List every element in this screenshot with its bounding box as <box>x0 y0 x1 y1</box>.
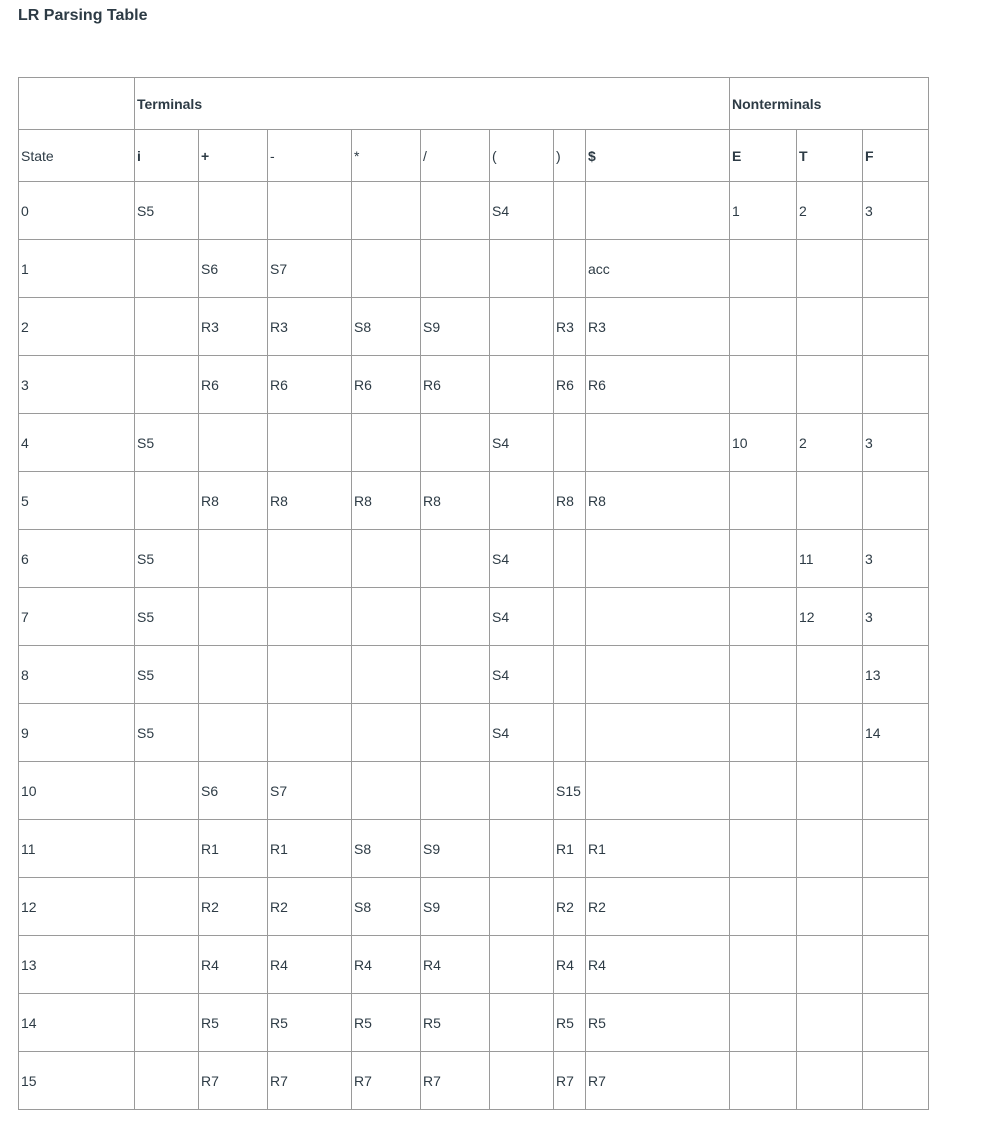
action-cell: S5 <box>135 704 199 762</box>
action-cell <box>490 472 554 530</box>
action-cell <box>268 182 352 240</box>
corner-cell <box>19 78 135 130</box>
goto-cell <box>863 878 929 936</box>
nonterminal-header: E <box>730 130 797 182</box>
table-row <box>19 182 929 240</box>
terminal-header: $ <box>586 130 730 182</box>
table-row <box>19 704 929 762</box>
state-cell: 15 <box>19 1052 135 1110</box>
goto-cell <box>863 240 929 298</box>
table-row <box>19 820 929 878</box>
terminals-group-label: Terminals <box>135 78 730 130</box>
action-cell: S8 <box>352 820 421 878</box>
table-row <box>19 298 929 356</box>
action-cell: S9 <box>421 878 490 936</box>
action-cell <box>352 530 421 588</box>
goto-cell <box>730 646 797 704</box>
action-cell: S4 <box>490 414 554 472</box>
table-row <box>19 356 929 414</box>
state-cell: 9 <box>19 704 135 762</box>
action-cell: R1 <box>268 820 352 878</box>
action-cell: S5 <box>135 588 199 646</box>
goto-cell <box>730 588 797 646</box>
action-cell: R7 <box>554 1052 586 1110</box>
goto-cell <box>797 704 863 762</box>
action-cell: R5 <box>421 994 490 1052</box>
action-cell: S6 <box>199 240 268 298</box>
state-cell: 12 <box>19 878 135 936</box>
state-cell: 11 <box>19 820 135 878</box>
action-cell: R6 <box>199 356 268 414</box>
action-cell: R8 <box>199 472 268 530</box>
action-cell <box>135 1052 199 1110</box>
action-cell: acc <box>586 240 730 298</box>
action-cell <box>421 530 490 588</box>
action-cell: R2 <box>199 878 268 936</box>
action-cell: R5 <box>554 994 586 1052</box>
goto-cell <box>730 298 797 356</box>
action-cell: R8 <box>268 472 352 530</box>
goto-cell <box>797 936 863 994</box>
state-cell: 4 <box>19 414 135 472</box>
goto-cell <box>730 240 797 298</box>
action-cell: R8 <box>352 472 421 530</box>
action-cell: R3 <box>554 298 586 356</box>
table-row <box>19 646 929 704</box>
table-row <box>19 588 929 646</box>
action-cell: S4 <box>490 704 554 762</box>
state-cell: 13 <box>19 936 135 994</box>
action-cell <box>586 646 730 704</box>
action-cell <box>421 762 490 820</box>
goto-cell <box>797 878 863 936</box>
action-cell: R6 <box>352 356 421 414</box>
action-cell: S5 <box>135 182 199 240</box>
action-cell <box>268 530 352 588</box>
action-cell <box>586 588 730 646</box>
table-row <box>19 414 929 472</box>
action-cell <box>199 704 268 762</box>
action-cell <box>421 588 490 646</box>
action-cell: R6 <box>268 356 352 414</box>
goto-cell <box>863 762 929 820</box>
action-cell <box>135 878 199 936</box>
action-cell <box>135 994 199 1052</box>
action-cell <box>554 414 586 472</box>
action-cell <box>421 182 490 240</box>
action-cell <box>421 646 490 704</box>
goto-cell <box>797 298 863 356</box>
goto-cell: 13 <box>863 646 929 704</box>
goto-cell: 14 <box>863 704 929 762</box>
nonterminal-header: F <box>863 130 929 182</box>
action-cell <box>490 1052 554 1110</box>
action-cell: S15 <box>554 762 586 820</box>
terminal-header: + <box>199 130 268 182</box>
action-cell: S5 <box>135 414 199 472</box>
action-cell <box>490 762 554 820</box>
action-cell: R6 <box>554 356 586 414</box>
action-cell: R4 <box>268 936 352 994</box>
action-cell <box>554 704 586 762</box>
goto-cell <box>730 530 797 588</box>
nonterminals-group-label: Nonterminals <box>730 78 929 130</box>
action-cell: R4 <box>199 936 268 994</box>
action-cell <box>352 646 421 704</box>
action-cell: R1 <box>586 820 730 878</box>
state-cell: 7 <box>19 588 135 646</box>
terminal-header: - <box>268 130 352 182</box>
action-cell: S4 <box>490 530 554 588</box>
action-cell: S7 <box>268 240 352 298</box>
action-cell: S4 <box>490 182 554 240</box>
action-cell: R7 <box>586 1052 730 1110</box>
goto-cell <box>730 356 797 414</box>
action-cell <box>199 182 268 240</box>
action-cell: R8 <box>586 472 730 530</box>
action-cell: S5 <box>135 646 199 704</box>
goto-cell: 3 <box>863 182 929 240</box>
goto-cell <box>797 240 863 298</box>
action-cell: R6 <box>586 356 730 414</box>
action-cell: R2 <box>554 878 586 936</box>
goto-cell <box>730 820 797 878</box>
action-cell <box>199 414 268 472</box>
terminal-header: / <box>421 130 490 182</box>
action-cell: R4 <box>421 936 490 994</box>
action-cell: S4 <box>490 646 554 704</box>
action-cell <box>199 646 268 704</box>
action-cell <box>352 762 421 820</box>
goto-cell <box>730 936 797 994</box>
goto-cell <box>730 704 797 762</box>
action-cell: R5 <box>352 994 421 1052</box>
action-cell <box>586 704 730 762</box>
state-cell: 3 <box>19 356 135 414</box>
action-cell: R5 <box>199 994 268 1052</box>
action-cell: S8 <box>352 878 421 936</box>
action-cell <box>135 356 199 414</box>
goto-cell <box>863 1052 929 1110</box>
nonterminal-header: T <box>797 130 863 182</box>
state-header: State <box>19 130 135 182</box>
goto-cell <box>863 298 929 356</box>
goto-cell <box>797 820 863 878</box>
page-title: LR Parsing Table <box>18 7 148 24</box>
action-cell: R3 <box>268 298 352 356</box>
column-header-row <box>19 130 929 182</box>
action-cell <box>490 994 554 1052</box>
action-cell: R3 <box>199 298 268 356</box>
action-cell <box>490 878 554 936</box>
action-cell: R5 <box>268 994 352 1052</box>
lr-parsing-table <box>18 77 929 1110</box>
table-row <box>19 994 929 1052</box>
action-cell: R7 <box>421 1052 490 1110</box>
terminal-header: i <box>135 130 199 182</box>
action-cell <box>352 704 421 762</box>
action-cell <box>586 530 730 588</box>
state-cell: 14 <box>19 994 135 1052</box>
action-cell <box>268 704 352 762</box>
goto-cell <box>730 878 797 936</box>
action-cell <box>554 588 586 646</box>
action-cell <box>586 414 730 472</box>
action-cell <box>490 240 554 298</box>
goto-cell <box>797 994 863 1052</box>
goto-cell <box>797 1052 863 1110</box>
action-cell <box>268 646 352 704</box>
goto-cell: 3 <box>863 414 929 472</box>
goto-cell: 10 <box>730 414 797 472</box>
action-cell <box>421 414 490 472</box>
table-row <box>19 472 929 530</box>
action-cell <box>554 646 586 704</box>
action-cell <box>586 762 730 820</box>
group-header-row <box>19 78 929 130</box>
goto-cell <box>797 356 863 414</box>
goto-cell <box>730 994 797 1052</box>
action-cell <box>135 240 199 298</box>
action-cell: S5 <box>135 530 199 588</box>
table-row <box>19 1052 929 1110</box>
goto-cell: 1 <box>730 182 797 240</box>
action-cell <box>490 820 554 878</box>
action-cell <box>135 762 199 820</box>
action-cell <box>352 588 421 646</box>
table-row <box>19 762 929 820</box>
action-cell <box>490 298 554 356</box>
action-cell: R2 <box>586 878 730 936</box>
action-cell <box>421 704 490 762</box>
action-cell <box>268 588 352 646</box>
goto-cell: 2 <box>797 182 863 240</box>
action-cell <box>199 588 268 646</box>
terminal-header: * <box>352 130 421 182</box>
goto-cell: 11 <box>797 530 863 588</box>
state-cell: 0 <box>19 182 135 240</box>
action-cell: R6 <box>421 356 490 414</box>
goto-cell <box>863 994 929 1052</box>
action-cell: R2 <box>268 878 352 936</box>
action-cell: R5 <box>586 994 730 1052</box>
action-cell <box>135 298 199 356</box>
state-cell: 10 <box>19 762 135 820</box>
action-cell: S9 <box>421 298 490 356</box>
table-row <box>19 936 929 994</box>
goto-cell: 2 <box>797 414 863 472</box>
action-cell <box>490 936 554 994</box>
action-cell: R4 <box>586 936 730 994</box>
goto-cell <box>730 762 797 820</box>
table-row <box>19 878 929 936</box>
action-cell: R4 <box>352 936 421 994</box>
action-cell: R7 <box>352 1052 421 1110</box>
goto-cell <box>797 472 863 530</box>
terminal-header: ( <box>490 130 554 182</box>
action-cell <box>554 182 586 240</box>
action-cell <box>135 936 199 994</box>
action-cell: R4 <box>554 936 586 994</box>
action-cell: R8 <box>554 472 586 530</box>
goto-cell: 3 <box>863 530 929 588</box>
goto-cell <box>730 472 797 530</box>
action-cell <box>554 240 586 298</box>
goto-cell <box>730 1052 797 1110</box>
action-cell: R7 <box>199 1052 268 1110</box>
action-cell <box>352 414 421 472</box>
action-cell: R1 <box>199 820 268 878</box>
state-cell: 8 <box>19 646 135 704</box>
action-cell: S8 <box>352 298 421 356</box>
action-cell: R3 <box>586 298 730 356</box>
action-cell <box>554 530 586 588</box>
goto-cell <box>863 356 929 414</box>
action-cell <box>352 182 421 240</box>
goto-cell: 3 <box>863 588 929 646</box>
action-cell <box>135 472 199 530</box>
table-row <box>19 240 929 298</box>
action-cell <box>135 820 199 878</box>
action-cell: R1 <box>554 820 586 878</box>
action-cell: R8 <box>421 472 490 530</box>
action-cell <box>586 182 730 240</box>
goto-cell <box>863 820 929 878</box>
goto-cell <box>797 762 863 820</box>
terminal-header: ) <box>554 130 586 182</box>
action-cell <box>199 530 268 588</box>
state-cell: 6 <box>19 530 135 588</box>
goto-cell <box>863 936 929 994</box>
table-row <box>19 530 929 588</box>
action-cell: S6 <box>199 762 268 820</box>
action-cell <box>490 356 554 414</box>
goto-cell <box>863 472 929 530</box>
action-cell: S9 <box>421 820 490 878</box>
action-cell <box>268 414 352 472</box>
action-cell: S4 <box>490 588 554 646</box>
action-cell: S7 <box>268 762 352 820</box>
goto-cell <box>797 646 863 704</box>
state-cell: 2 <box>19 298 135 356</box>
state-cell: 1 <box>19 240 135 298</box>
action-cell <box>352 240 421 298</box>
action-cell: R7 <box>268 1052 352 1110</box>
state-cell: 5 <box>19 472 135 530</box>
action-cell <box>421 240 490 298</box>
goto-cell: 12 <box>797 588 863 646</box>
